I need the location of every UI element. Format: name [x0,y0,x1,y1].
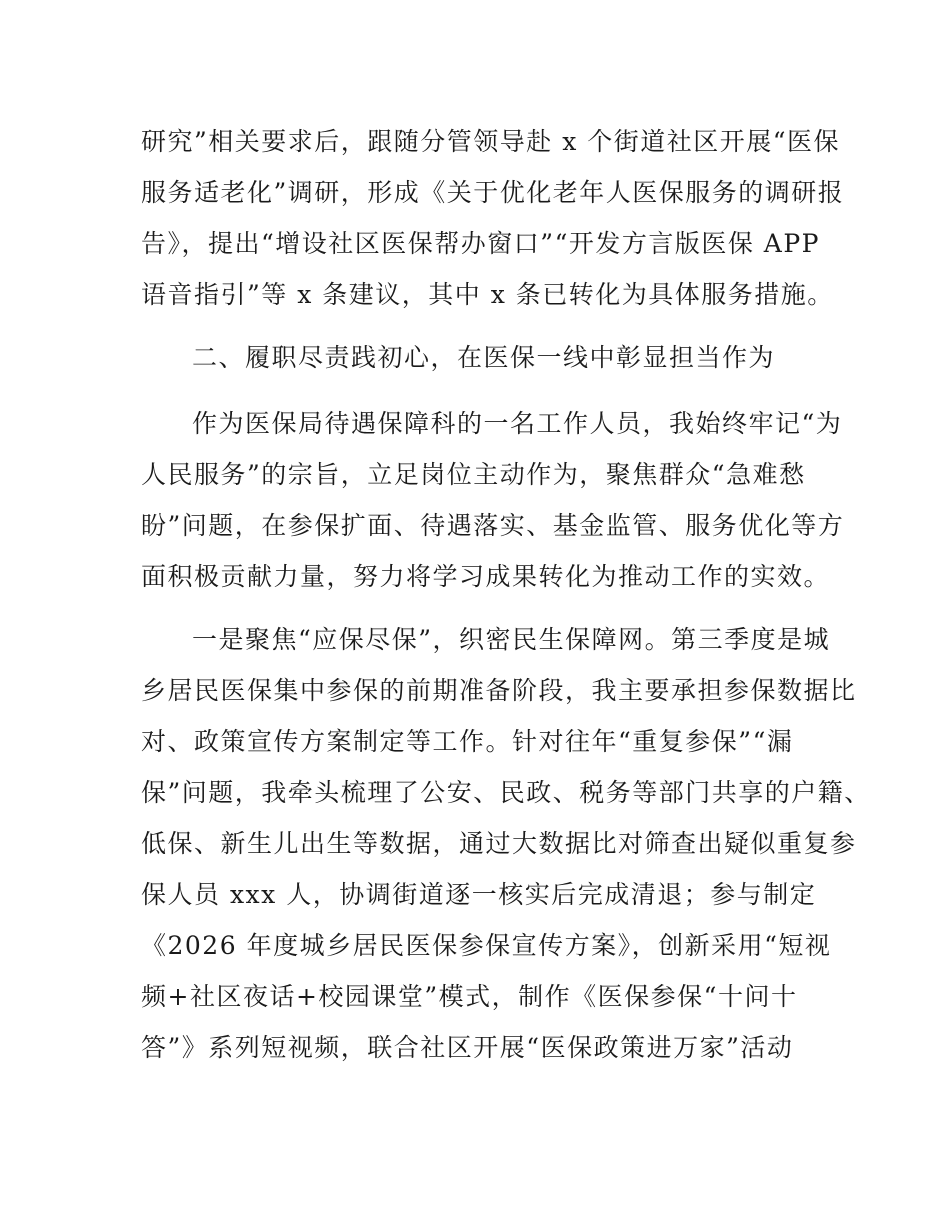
paragraph-line-14: 保人员 xxx 人，协调街道逐一核实后完成清退；参与制定 [141,880,817,909]
paragraph-line-3: 告》，提出“增设社区医保帮办窗口”“开发方言版医保 APP [141,229,820,258]
paragraph-line-17: 答”》系列短视频，联合社区开展“医保政策进万家”活动 [141,1033,794,1062]
paragraph-line-12: 保”问题，我牵头梳理了公安、民政、税务等部门共享的户籍、 [141,778,871,807]
paragraph-line-13: 低保、新生儿出生等数据，通过大数据比对筛查出疑似重复参 [141,829,857,858]
paragraph-line-2: 服务适老化”调研，形成《关于优化老年人医保服务的调研报 [141,178,845,207]
paragraph-line-8: 面积极贡献力量，努力将学习成果转化为推动工作的实效。 [141,562,831,591]
paragraph-line-10: 乡居民医保集中参保的前期准备阶段，我主要承担参保数据比 [141,676,857,705]
paragraph-line-15: 《2026 年度城乡居民医保参保宣传方案》，创新采用“短视 [141,931,832,960]
section-heading: 二、履职尽责践初心，在医保一线中彰显担当作为 [192,343,776,372]
paragraph-line-6: 人民服务”的宗旨，立足岗位主动作为，聚焦群众“急难愁 [141,460,806,489]
paragraph-line-1: 研究”相关要求后，跟随分管领导赴 x 个街道社区开展“医保 [141,127,841,156]
paragraph-line-16: 频+社区夜话+校园课堂”模式，制作《医保参保“十问十 [141,982,798,1011]
paragraph-line-7: 盼”问题，在参保扩面、待遇落实、基金监管、服务优化等方 [141,511,845,540]
paragraph-line-11: 对、政策宣传方案制定等工作。针对往年“重复参保”“漏 [141,727,794,756]
paragraph-line-4: 语音指引”等 x 条建议，其中 x 条已转化为具体服务措施。 [141,280,834,309]
paragraph-line-5: 作为医保局待遇保障科的一名工作人员，我始终牢记“为 [192,409,843,438]
paragraph-line-9: 一是聚焦“应保尽保”，织密民生保障网。第三季度是城 [192,625,831,654]
